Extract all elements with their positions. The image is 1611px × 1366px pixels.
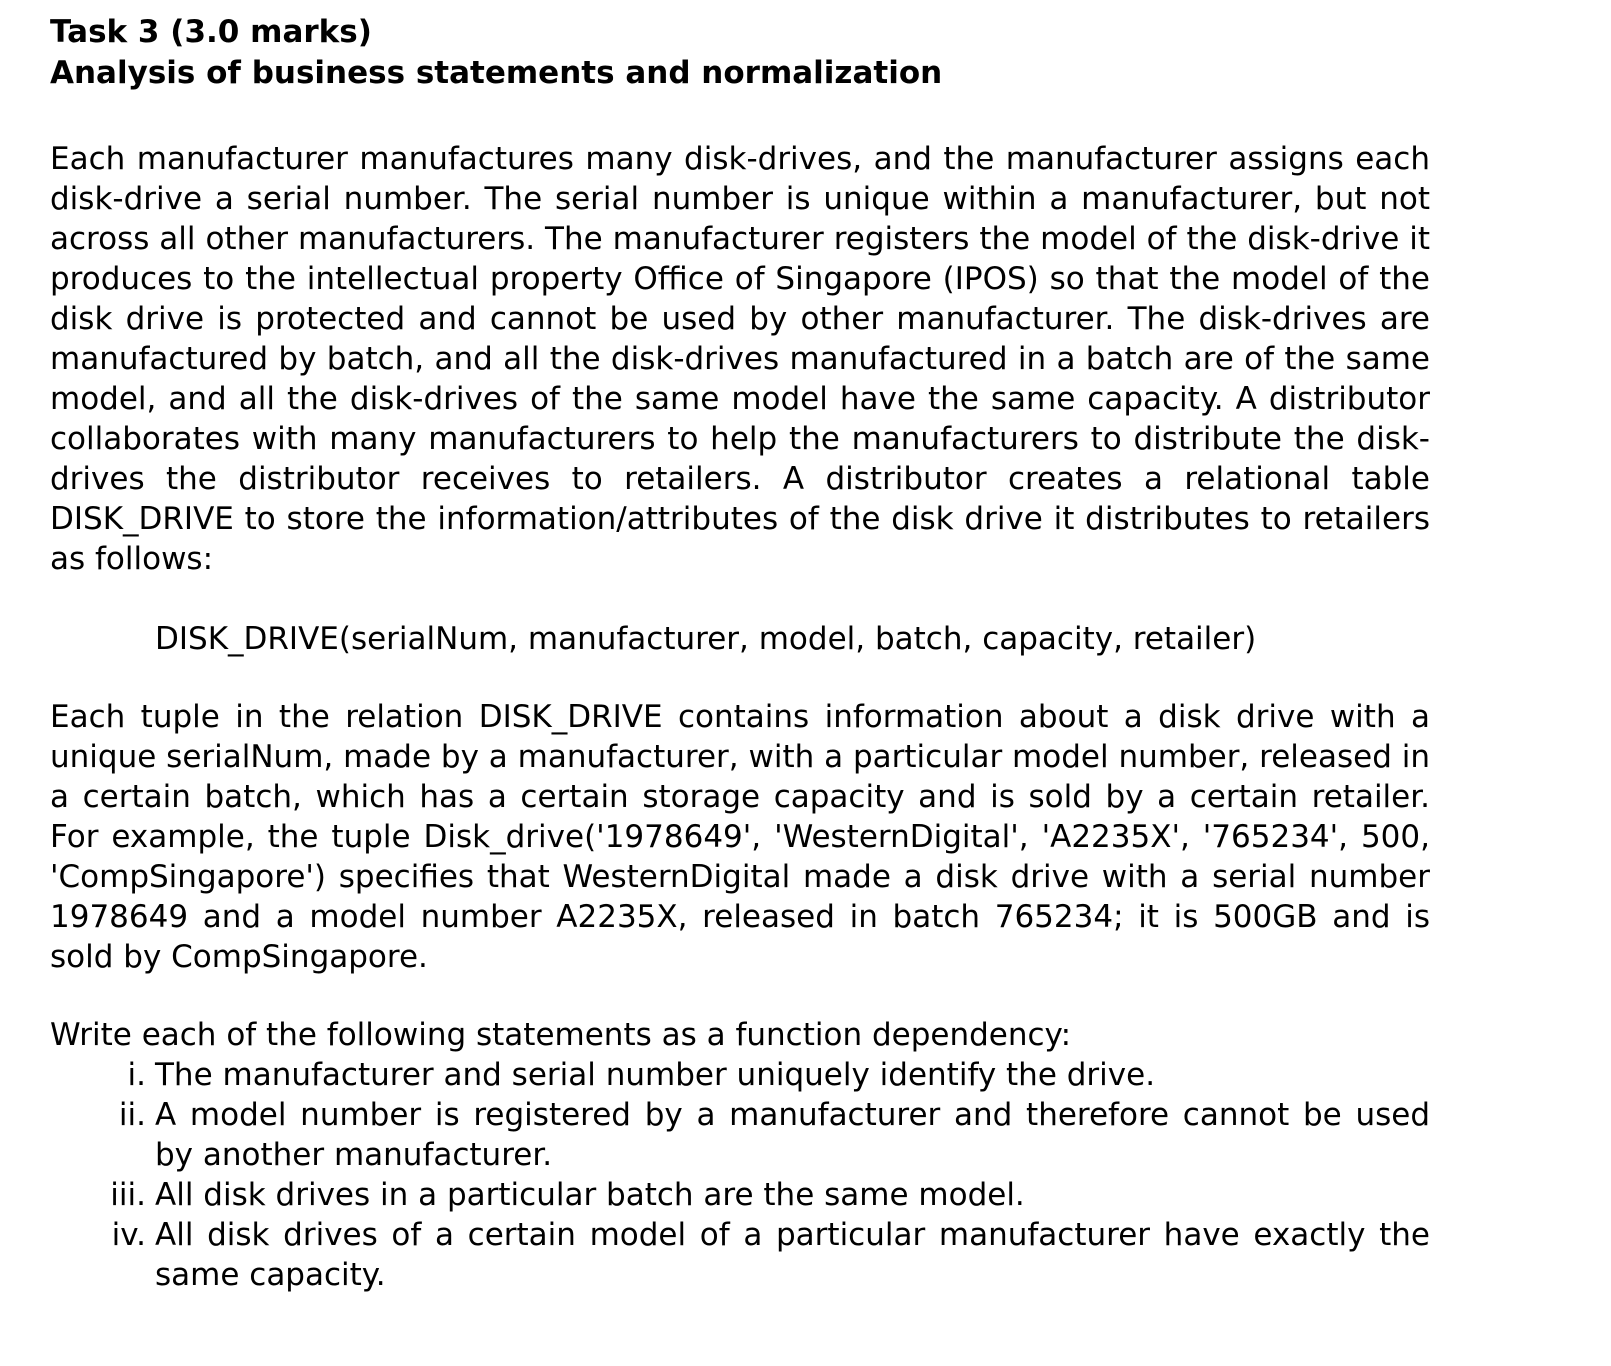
- tuple-paragraph: Each tuple in the relation DISK_DRIVE contains information about a disk drive with a unique serialNum, made by a manufacturer, with a particular model number, released in a certain batch, which has a certain storage capacity and is sold by a certain retailer. For example, the tuple Disk_drive('1978649', 'WesternDigital', 'A2235X', '765234', 500, 'CompSingapore') specifies that WesternDigital made a disk drive with a serial number 1978649 and a model number A2235X, released in batch 765234; it is 500GB and is sold by CompSingapore.: [50, 699, 1430, 975]
- list-marker: ii.: [118, 1097, 146, 1133]
- question-prompt: Write each of the following statements as a function dependency:: [50, 1017, 1072, 1053]
- list-marker: iv.: [111, 1217, 146, 1253]
- intro-paragraph: Each manufacturer manufactures many disk-drives, and the manufacturer assigns each disk-drive a serial number. The serial number is unique within a manufacturer, but not across all other manufacturers. The manufacturer registers the model of the disk-drive it produces to the intellectual property Office of Singapore (IPOS) so that the model of the disk drive is protected and cannot be used by other manufacturer. The disk-drives are manufactured by batch, and all the disk-drives manufactured in a batch are of the same model, and all the disk-drives of the same model have the same capacity. A distributor collaborates with many manufacturers to help the manufacturers to distribute the disk-drives the distributor receives to retailers. A distributor creates a relational table DISK_DRIVE to store the information/attributes of the disk drive it distributes to retailers as follows:: [50, 141, 1430, 577]
- task-subtitle: Analysis of business statements and normalization: [50, 55, 943, 91]
- relation-schema: DISK_DRIVE(serialNum, manufacturer, model, batch, capacity, retailer): [155, 621, 1257, 657]
- statement-list: [50, 1055, 1430, 1295]
- statement-text: A model number is registered by a manufacturer and therefore cannot be used by another manufacturer.: [155, 1097, 1430, 1173]
- list-marker: iii.: [110, 1177, 146, 1213]
- question-section: [50, 1015, 1430, 1295]
- list-item: [50, 1055, 1430, 1095]
- statement-text: The manufacturer and serial number uniquely identify the drive.: [155, 1057, 1156, 1093]
- statement-text: All disk drives in a particular batch are the same model.: [155, 1177, 1025, 1213]
- task-title: Task 3 (3.0 marks): [50, 14, 372, 50]
- list-item: [50, 1215, 1430, 1295]
- list-item: [50, 1095, 1430, 1175]
- list-item: [50, 1175, 1430, 1215]
- document-page: [50, 12, 1430, 1295]
- statement-text: All disk drives of a certain model of a particular manufacturer have exactly the same capacity.: [155, 1217, 1430, 1293]
- list-marker: i.: [127, 1057, 146, 1093]
